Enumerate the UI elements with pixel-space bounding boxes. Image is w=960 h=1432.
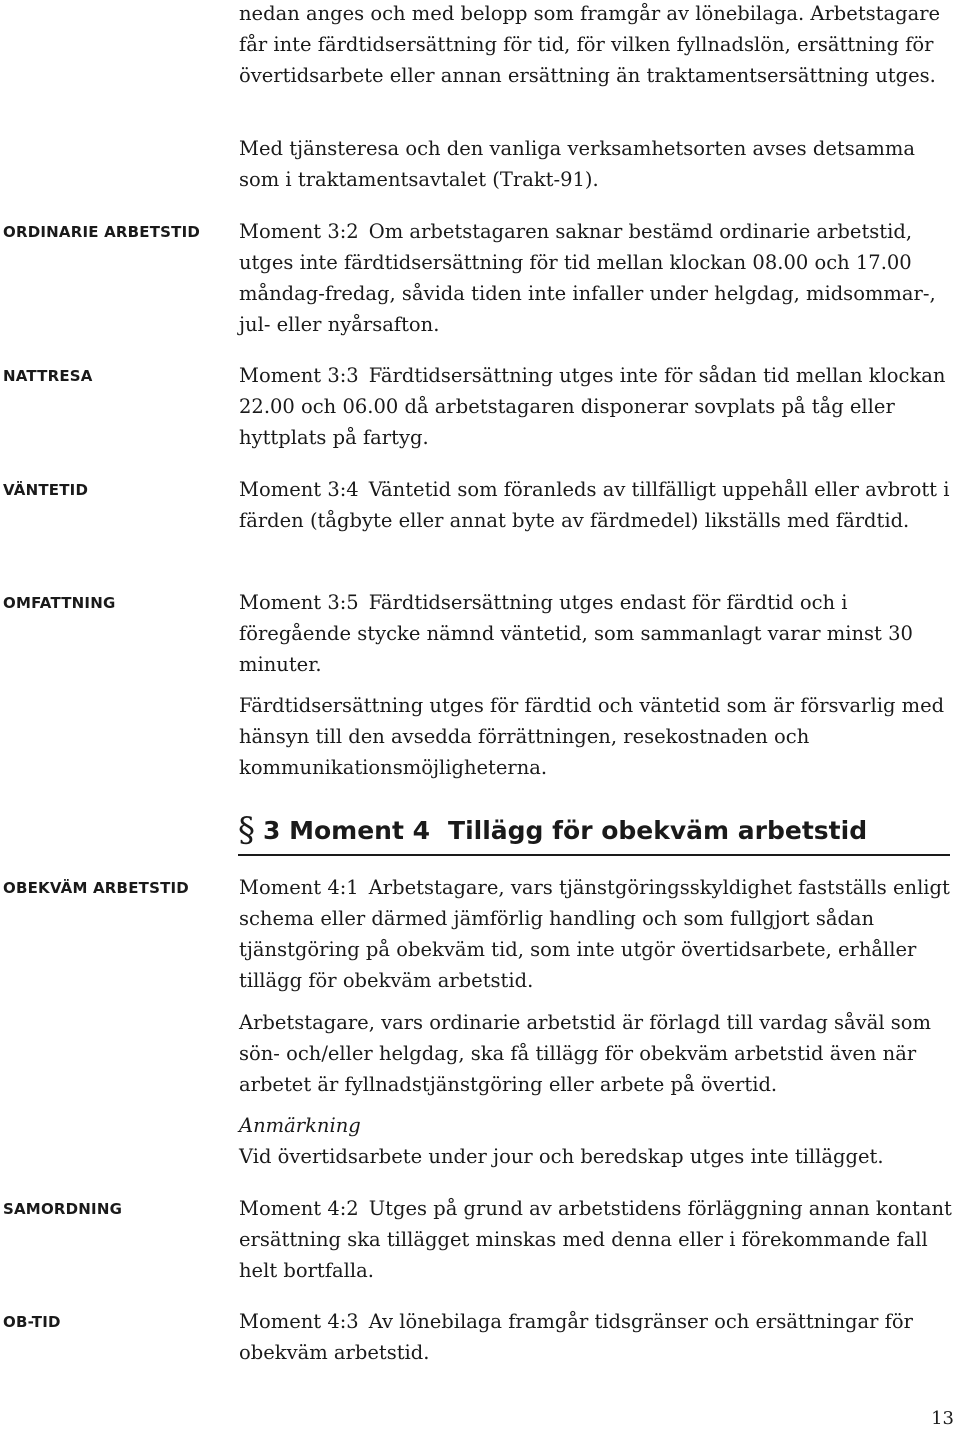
margin-label-omfattning: OMFATTNING	[3, 594, 116, 612]
margin-label-vantetid: VÄNTETID	[3, 481, 89, 499]
moment-3-3-text: Färdtidsersättning utges inte för sådan tid mellan klockan 22.00 och 06.00 då arbetstagaren disponerar sovplats på tåg eller hyttplats på fartyg.	[239, 364, 946, 449]
moment-3-2-label: Moment 3:2	[239, 220, 359, 243]
margin-label-nattresa: NATTRESA	[3, 367, 93, 385]
moment-4-1-extra-paragraph: Arbetstagare, vars ordinarie arbetstid är förlagd till vardag såväl som sön- och/eller helgdag, ska få tillägg för obekväm arbetstid även när arbetet är fyllnadstjänstgöring eller arbete på övertid.	[239, 1011, 931, 1096]
paragraph-sign: §	[238, 810, 255, 850]
moment-3-4-paragraph	[239, 474, 954, 536]
margin-label-samordning: SAMORDNING	[3, 1200, 123, 1218]
moment-3-3-paragraph	[239, 360, 954, 453]
moment-3-5-label: Moment 3:5	[239, 591, 359, 614]
anmarkning-text: Vid övertidsarbete under jour och beredskap utges inte tillägget.	[239, 1145, 884, 1168]
moment-3-4-text: Väntetid som föranleds av tillfälligt uppehåll eller avbrott i färden (tågbyte eller annat byte av färdmedel) likställs med färdtid.	[239, 478, 950, 532]
moment-3-5-extra-paragraph: Färdtidsersättning utges för färdtid och väntetid som är försvarlig med hänsyn till den avsedda förrättningen, resekostnaden och kommunikationsmöjligheterna.	[239, 694, 945, 779]
section-heading	[238, 810, 950, 856]
moment-3-5-paragraph	[239, 587, 954, 680]
moment-3-3-label: Moment 3:3	[239, 364, 359, 387]
page-number: 13	[931, 1408, 954, 1429]
moment-4-2-paragraph	[239, 1193, 954, 1286]
moment-3-2-text: Om arbetstagaren saknar bestämd ordinarie arbetstid, utges inte färdtidsersättning för tid mellan klockan 08.00 och 17.00 måndag-fredag, såvida tiden inte infaller under helgdag, midsommar-, jul- eller nyårsafton.	[239, 220, 936, 336]
moment-3-4-label: Moment 3:4	[239, 478, 359, 501]
section-number: 3 Moment 4	[263, 816, 431, 845]
moment-4-3-paragraph	[239, 1306, 954, 1368]
moment-4-1-paragraph	[239, 872, 954, 996]
tjansteresa-paragraph: Med tjänsteresa och den vanliga verksamhetsorten avses detsamma som i traktamentsavtalet (Trakt-91).	[239, 137, 915, 191]
intro-paragraph: nedan anges och med belopp som framgår av lönebilaga. Arbetstagare får inte färdtidsersättning för tid, för vilken fyllnadslön, ersättning för övertidsarbete eller annan ersättning än traktamentsersättning utges.	[239, 2, 941, 87]
margin-label-ordinarie-arbetstid: ORDINARIE ARBETSTID	[3, 223, 201, 241]
section-title: Tillägg för obekväm arbetstid	[448, 816, 868, 845]
moment-4-2-label: Moment 4:2	[239, 1197, 359, 1220]
anmarkning-label: Anmärkning	[239, 1114, 361, 1137]
moment-4-3-text: Av lönebilaga framgår tidsgränser och ersättningar för obekväm arbetstid.	[239, 1310, 913, 1364]
moment-4-1-label: Moment 4:1	[239, 876, 359, 899]
margin-label-obekvam-arbetstid: OBEKVÄM ARBETSTID	[3, 879, 189, 897]
anmarkning-paragraph	[239, 1110, 954, 1172]
moment-4-1-text: Arbetstagare, vars tjänstgöringsskyldighet fastställs enligt schema eller därmed jämförlig handling och som fullgjort sådan tjänstgöring på obekväm tid, som inte utgör övertidsarbete, erhåller tillägg för obekväm arbetstid.	[239, 876, 950, 992]
moment-4-3-label: Moment 4:3	[239, 1310, 359, 1333]
moment-4-2-text: Utges på grund av arbetstidens förläggning annan kontant ersättning ska tillägget minskas med denna eller i förekommande fall helt bortfalla.	[239, 1197, 952, 1282]
margin-label-ob-tid: OB-TID	[3, 1313, 61, 1331]
moment-3-2-paragraph	[239, 216, 954, 340]
moment-3-5-text: Färdtidsersättning utges endast för färdtid och i föregående stycke nämnd väntetid, som sammanlagt varar minst 30 minuter.	[239, 591, 913, 676]
